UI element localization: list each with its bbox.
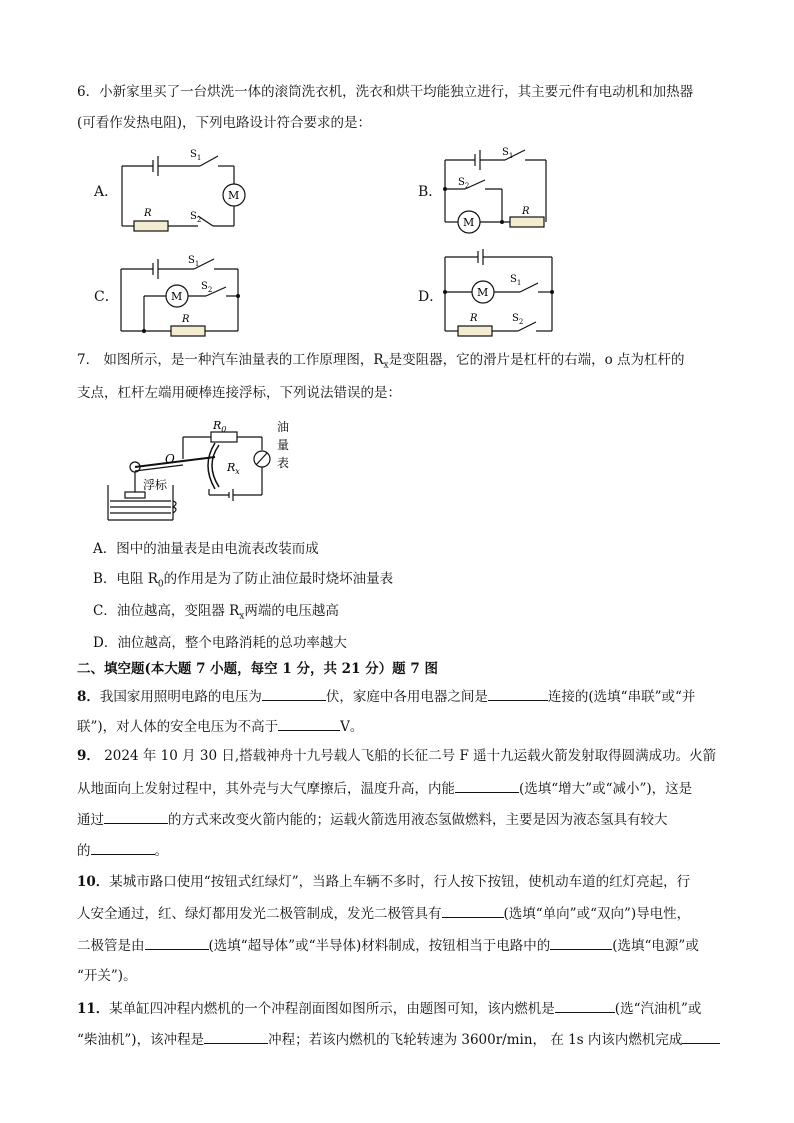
- q11-line1: [77, 998, 701, 1019]
- option-c-label: C．: [94, 289, 119, 305]
- q9-text-d: 通过: [77, 812, 104, 828]
- svg-text:M: M: [477, 286, 489, 299]
- q9-line3: [77, 809, 668, 830]
- q7-c-post: 两端的电压越高: [244, 603, 339, 619]
- svg-text:R: R: [522, 206, 530, 217]
- svg-text:S2: $S_2$: [190, 211, 202, 224]
- q10-blank-2[interactable]: [145, 935, 209, 950]
- q9-line1: [77, 746, 716, 766]
- q10-line3: [77, 935, 699, 956]
- q7-c-pre: C．油位越高，变阻器 R: [93, 603, 240, 619]
- svg-text:Rx: $R_x$: [227, 461, 240, 476]
- q8-text-d: 联”)，对人体的安全电压为不高于: [77, 719, 279, 735]
- q10-text-a: 某城市路口使用“按钮式红绿灯”，当路上车辆不多时，行人按下按钮，使机动车道的红灯亮起，行: [109, 874, 691, 890]
- q10-text-e: (选填“超导体”或“半导体)材料制成，按钮相当于电路中的: [208, 938, 551, 954]
- q8-blank-3[interactable]: [278, 716, 340, 731]
- svg-text:S2: $S_2$: [458, 177, 470, 190]
- q7-line2: 支点，杠杆左端用硬棒连接浮标，下列说法错误的是：: [77, 385, 401, 401]
- q9-text-b: 从地面向上发射过程中，其外壳与大气摩擦后，温度升高，内能: [77, 781, 455, 797]
- q10-line4: “开关”)。: [77, 968, 137, 984]
- option-b-label: B．: [418, 184, 443, 200]
- q11-blank-2[interactable]: [204, 1029, 268, 1044]
- q8-number: 8．: [77, 689, 100, 705]
- q10-line2: [77, 903, 690, 924]
- q10-text-c: (选填“单向”或“双向”)导电性，: [503, 906, 691, 922]
- q9-blank-2[interactable]: [104, 809, 168, 824]
- svg-text:R: R: [470, 313, 478, 324]
- svg-text:M: M: [228, 189, 240, 202]
- q8-blank-2[interactable]: [488, 686, 548, 701]
- q10-text-d: 二极管是由: [77, 938, 145, 954]
- svg-text:O: O: [165, 452, 175, 466]
- q9-line2: [77, 778, 692, 799]
- q9-text-c: (选填“增大”或“减小”)，这是: [519, 781, 693, 797]
- q7-option-c: [93, 601, 339, 627]
- q11-blank-1[interactable]: [555, 998, 615, 1013]
- q11-number: 11．: [77, 1001, 110, 1017]
- q7-option-a: A．图中的油量表是由电流表改装而成: [93, 541, 319, 557]
- q8-text-c: 连接的(选填“串联”或“并: [547, 689, 696, 705]
- section-2-heading: 二、填空题(本大题 7 小题，每空 1 分，共 21 分）题 7 图: [77, 661, 438, 677]
- q7-option-b: [93, 569, 393, 595]
- svg-text:S2: $S_2$: [512, 313, 524, 326]
- q9-text-a: 2024 年 10 月 30 日,搭载神舟十九号载人飞船的长征二号 F 遥十九运载火箭发射取得圆满成功。火箭: [99, 748, 717, 764]
- svg-text:R: R: [182, 314, 190, 325]
- q9-number: 9．: [77, 748, 100, 764]
- circuit-b-diagram: [440, 144, 560, 240]
- svg-text:表: 表: [277, 456, 290, 470]
- q8-blank-1[interactable]: [262, 686, 326, 701]
- svg-text:量: 量: [277, 438, 290, 452]
- q9-text-e: 的方式来改变火箭内能的；运载火箭选用液态氢做燃料，主要是因为液态氢具有较大: [168, 812, 668, 828]
- q11-text-c: “柴油机”)，该冲程是: [77, 1032, 205, 1048]
- q8-line2: [77, 716, 363, 737]
- svg-text:浮标: 浮标: [143, 478, 168, 492]
- q10-line1: [77, 872, 690, 892]
- q10-number: 10．: [77, 874, 110, 890]
- q10-blank-3[interactable]: [550, 935, 612, 950]
- svg-text:S1: $S_1$: [188, 255, 200, 268]
- svg-text:R: R: [144, 208, 152, 219]
- svg-text:S2: $S_2$: [201, 281, 213, 294]
- svg-text:S1: $S_1$: [190, 149, 202, 162]
- q10-text-f: (选填“电源”或: [612, 938, 699, 954]
- q11-blank-3[interactable]: [682, 1029, 720, 1044]
- q7-b-pre: B．电阻 R: [93, 571, 158, 587]
- q7-c-sub: x: [239, 611, 245, 622]
- svg-text:R0: $R_0$: [213, 419, 227, 434]
- svg-text:M: M: [463, 216, 475, 229]
- option-a-label: A．: [94, 184, 119, 200]
- q11-line2: [77, 1029, 720, 1050]
- svg-text:S1: $S_1$: [502, 147, 514, 160]
- q9-text-g: 。: [154, 843, 168, 859]
- q6-line2: (可看作发热电阻)，下列电路设计符合要求的是：: [77, 115, 372, 131]
- q8-line1: [77, 686, 695, 707]
- circuit-a-diagram: [118, 146, 258, 236]
- q9-text-f: 的: [77, 843, 91, 859]
- q10-text-b: 人安全通过，红、绿灯都用发光二极管制成，发光二极管具有: [77, 906, 442, 922]
- q11-text-b: (选“汽油机”或: [614, 1001, 702, 1017]
- q7-line1-rest: 是变阻器，它的滑片是杠杆的右端，o 点为杠杆的: [388, 352, 685, 368]
- q9-blank-3[interactable]: [91, 840, 155, 855]
- q11-text-d: 冲程；若该内燃机的飞轮转速为 3600r/min， 在 1s 内该内燃机完成: [268, 1032, 683, 1048]
- q7-b-sub: 0: [157, 579, 164, 590]
- q7-line1: [77, 350, 685, 376]
- q11-text-a: 某单缸四冲程内燃机的一个冲程剖面图如图所示，由题图可知，该内燃机是: [109, 1001, 555, 1017]
- svg-text:S1: $S_1$: [510, 274, 522, 287]
- option-d-label: D．: [418, 289, 444, 305]
- q7-option-d: D．油位越高，整个电路消耗的总功率越大: [93, 635, 347, 651]
- fuel-gauge-diagram: [105, 415, 305, 525]
- q7-b-post: 的作用是为了防止油位最时烧坏油量表: [163, 571, 394, 587]
- q6-line1: 6．小新家里买了一台烘洗一体的滚筒洗衣机，洗衣和烘干均能独立进行，其主要元件有电动机和加热器: [77, 84, 694, 100]
- q9-line4: [77, 840, 168, 861]
- q7-line1-sub: x: [383, 360, 389, 371]
- q8-text-e: V。: [340, 719, 364, 735]
- q8-text-a: 我国家用照明电路的电压为: [99, 689, 262, 705]
- svg-text:M: M: [171, 290, 183, 303]
- svg-text:油: 油: [277, 420, 290, 434]
- q10-blank-1[interactable]: [442, 903, 504, 918]
- q9-blank-1[interactable]: [455, 778, 519, 793]
- q8-text-b: 伏，家庭中各用电器之间是: [325, 689, 488, 705]
- circuit-d-diagram: [440, 249, 560, 339]
- circuit-c-diagram: [116, 251, 246, 341]
- q7-line1-text: 7． 如图所示，是一种汽车油量表的工作原理图，R: [77, 352, 384, 368]
